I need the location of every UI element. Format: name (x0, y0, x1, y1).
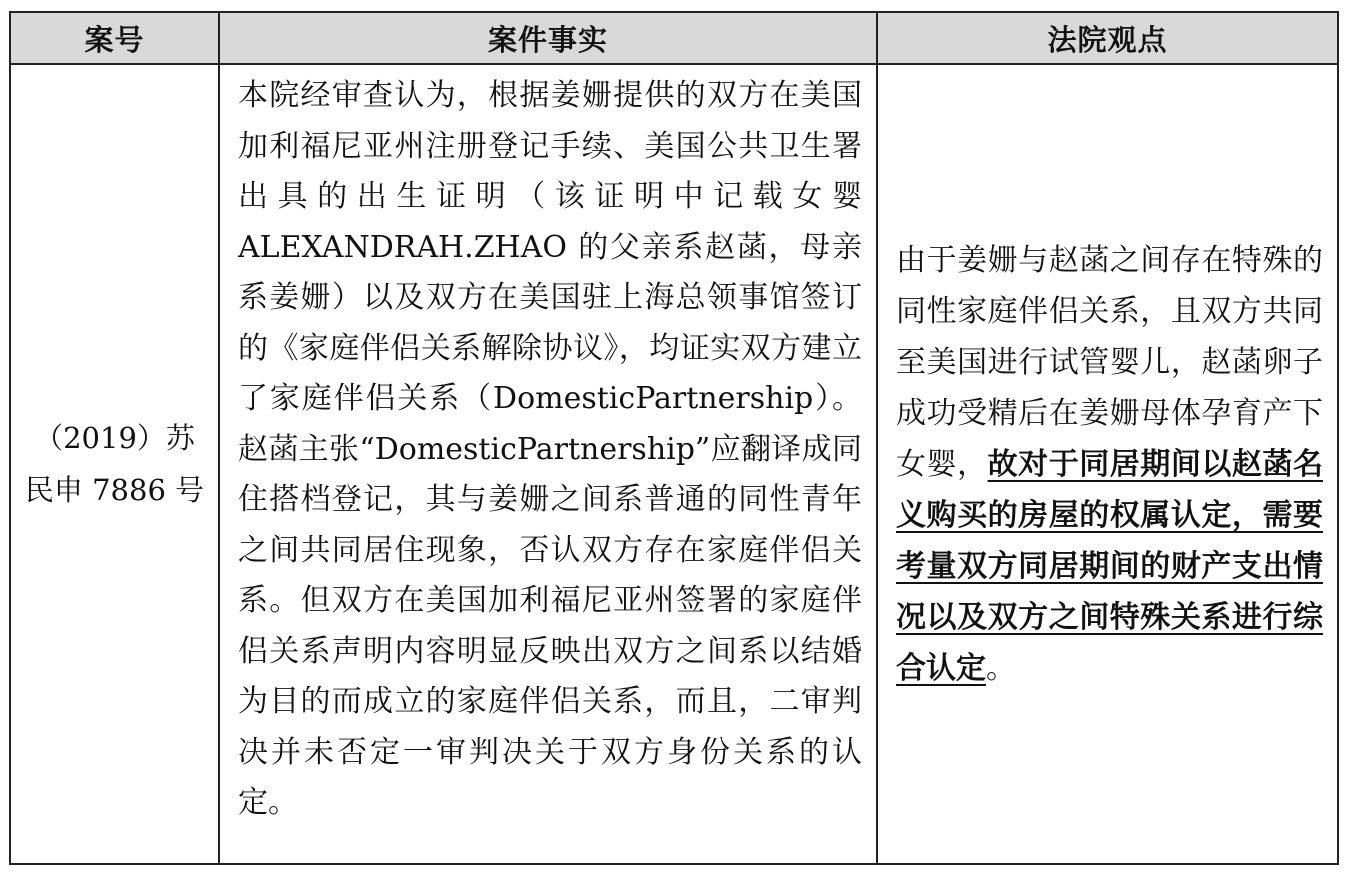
court-view-emphasis: 故对于同居期间以赵菡名义购买的房屋的权属认定，需要考量双方同居期间的财产支出情况以及双方之间特殊关系进行综合认定 (896, 446, 1324, 686)
header-facts: 案件事实 (219, 12, 877, 64)
table-row (10, 64, 1338, 864)
case-number-cell: （2019）苏民申 7886 号 (10, 64, 219, 864)
header-row (10, 12, 1338, 64)
case-facts-cell: 本院经审查认为，根据姜姗提供的双方在美国加利福尼亚州注册登记手续、美国公共卫生署出具的出生证明（该证明中记载女婴 ALEXANDRAH.ZHAO 的父亲系赵菡，母亲系姜姗）以及双方在美国驻上海总领事馆签订的《家庭伴侣关系解除协议》，均证实双方建立了家庭伴侣关系（DomesticPartnership）。赵菡主张“DomesticPartnership”应翻译成同住搭档登记，其与姜姗之间系普通的同性青年之间共同居住现象，否认双方存在家庭伴侣关系。但双方在美国加利福尼亚州签署的家庭伴侣关系声明内容明显反映出双方之间系以结婚为目的而成立的家庭伴侣关系，而且，二审判决并未否定一审判决关于双方身份关系的认定。 (219, 64, 877, 864)
header-case-no: 案号 (10, 12, 219, 64)
court-view-end: 。 (986, 650, 1016, 686)
header-court-view: 法院观点 (877, 12, 1338, 64)
case-table (9, 11, 1339, 865)
court-view-text: 由于姜姗与赵菡之间存在特殊的同性家庭伴侣关系，且双方共同至美国进行试管婴儿，赵菡卵子成功受精后在姜姗母体孕育产下女婴， (896, 242, 1323, 482)
court-view-cell (877, 64, 1338, 864)
table-body (10, 64, 1338, 864)
table-header (10, 12, 1338, 64)
